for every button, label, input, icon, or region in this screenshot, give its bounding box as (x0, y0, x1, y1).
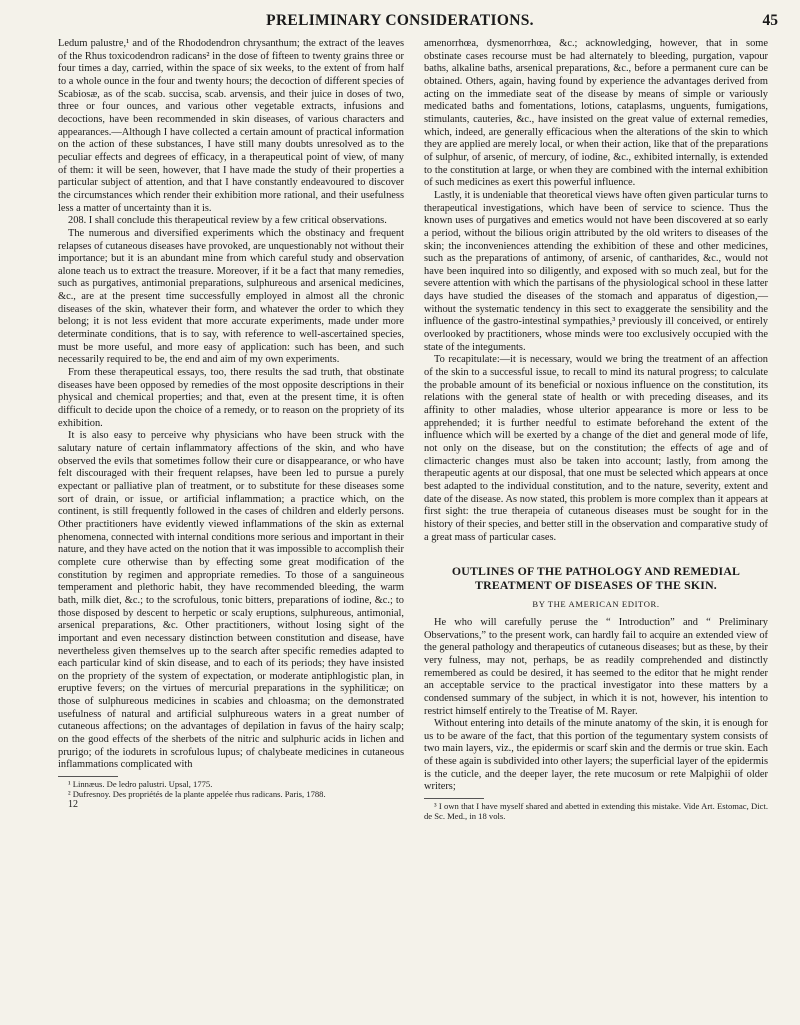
paragraph: It is also easy to perceive why physicians who have been struck with the salutary nature of certain inflammatory affections of the skin, and who have observed the evils that sometimes follow their cure or disappearance, or who have felt discouraged with their frequent relapses, have been led to pursue a purely expectant or palliative plan of treatment, or to substitute for these diseases some sort of drain, or issue, or artificial inflammation; a practice which, on the continent, is still frequently followed in the cases of children and elderly persons. Other practitioners have evidently viewed inflammations of the skin as external phenomena, connected with internal conditions more serious and important in their nature, and they have acted on the notion that it was impossible to accomplish their complete cure otherwise than by effecting some great modification of the constitution by regimen and appropriate remedies. To those of a sanguineous temperament and plethoric habit, they have recommended bleeding, the warm bath, milk diet, &c.; to the scrofulous, tonic bitters, preparations of iodine, &c.; to those disposed by descent to herpetic or scaly eruptions, sulphureous, antimonial, arsenical preparations, &c. Other practitioners, without losing sight of the important and even necessary distinction between constitution and disease, have nevertheless given themselves up to the search after specific remedies adapted to each particular kind of skin disease, and to each of its periods; they have insisted on the propriety of the system of expectation, or moderate antiphlogistic plan, in eruptive fevers; on the virtues of mercurial preparations in the syphiliticæ; on those of sulphureous medicines in scabies and chloasma; on the demonstrated usefulness of natural and artificial sulphureous waters in a great number of cutaneous affections; on the advantages of depilation in favus of the hairy scalp; on the good effects of the sherbets of the nitric and sulphuric acids in lichen and prurigo; of the iodurets in scrofulous lupus; of chalybeate medicines in cutaneous inflammations complicated with (58, 430, 404, 771)
paragraph: amenorrhœa, dysmenorrhœa, &c.; acknowledging, however, that in some obstinate cases recourse must be had alternately to bleeding, purgation, vapour baths, alkaline baths, arsenical preparations, &c., before a permanent cure can be obtained. Others, again, having found by experience the advantages derived from acting on the immediate seat of the disease by means of simple or variously medicated baths and fomentations, lotions, cataplasms, unguents, fumigations, stimulants, cauteries, &c., have insisted on the great value of external remedies, which, indeed, are generally efficacious when the alterations of the skin to which they are applied are merely local, or when their action, like that of the preparations of sulphur, of arsenic, of mercury, of iodine, &c., exhibited internally, is extended to the constitution at large, or when they are combined with the internal exhibition of such medicines as exert this powerful influence. (424, 38, 768, 189)
paragraph: From these therapeutical essays, too, there results the sad truth, that obstinate diseases have been opposed by remedies of the most opposite descriptions in their physical and chemical properties; and that, even at the present time, it is often difficult to decide upon the choice of a remedy, or to reason on the propriety of its exhibition. (58, 367, 404, 429)
paragraph: Ledum palustre,¹ and of the Rhododendron chrysanthum; the extract of the leaves of the Rhus toxicodendron radicans² in the dose of fifteen to twenty grains three or four times a day, carried, within the space of six weeks, to the extent of from half to a whole ounce in the four and twenty hours; the decoction of different species of Scabiosæ, as of the scab. succisa, scab. arvensis, and their juice in doses of two, three or four ounces, and various other vegetable extracts, infusions and decoctions, have been recommended in skin diseases, of various characters and appearances.—Although I have collected a certain amount of practical information on the action of these substances, I have still many doubts unresolved as to the peculiar effects and degrees of efficacy, in a therapeutical point of view, of many of them: it will be seen, however, that I have made the study of their properties a particular subject of attention, and that I have constantly endeavoured to discover the circumstances which render their exhibition more rational, and their usefulness less a matter of uncertainty than it is. (58, 38, 404, 214)
footnote-rule (58, 776, 118, 777)
paragraph: He who will carefully peruse the “ Introduction” and “ Preliminary Observations,” to the present work, can hardly fail to acquire an extended view of the general pathology and therapeutics of cutaneous diseases; but as these, by their very fulness, may not, perhaps, be as readily comprehended and distinctly remembered as could be desired, it has seemed to the editor that he might render an acceptable service to the practical investigator into these matters by a condensed summary of the subject, in which it is not, however, his intention to restrict himself entirely to the Treatise of M. Rayer. (424, 616, 768, 717)
section-byline: BY THE AMERICAN EDITOR. (532, 599, 660, 610)
left-column (58, 38, 404, 812)
paragraph: To recapitulate:—it is necessary, would we bring the treatment of an affection of the skin to a successful issue, to recall to mind its natural progress; to calculate the probable amount of its beneficial or noxious influence on the constitution, its relations with the general state of health or with preceding diseases, and its affinity to other maladies, whose ulterior appearance is more or less to be apprehended; it is further needful to estimate beforehand the extent of the influence which will be exerted by a change of the diet and general mode of life, not only on the disease, but on the constitution; the effects of age and of climacteric changes must also be taken into account; lastly, from among the therapeutic agents at our disposal, that one must be selected which appears at once best adapted to the individual constitution, and to the nature, severity, extent and date of the disease. As now stated, this problem is more complex than it appears at first sight: the true therapeia of cutaneous diseases must be sought for in the history of their species, and better still in the observation and comparative study of a great mass of particular cases. (424, 354, 768, 543)
paragraph: Without entering into details of the minute anatomy of the skin, it is enough for us to be aware of the fact, that this portion of the tegumentary system consists of two main layers, viz., the epidermis or scarf skin and the dermis or true skin. Each of these again is subdivided into other layers; the superficial layer of the epidermis is the cuticle, and the deeper layer, the rete mucosum or rete Malpighii of older writers; (424, 718, 768, 793)
signature-mark: 12 (68, 799, 78, 811)
running-header: PRELIMINARY CONSIDERATIONS. (266, 12, 534, 29)
footnote-rule (424, 798, 484, 799)
footnote: ¹ Linnæus. De ledro palustri. Upsal, 1775. (68, 779, 213, 790)
paragraph: The numerous and diversified experiments which the obstinacy and frequent relapses of cutaneous diseases have provoked, are unquestionably not without their importance; but it is an abundant mine from which careful study and observation alone teach us to extract the treasure. Moreover, if it be a fact that many remedies, such as purgatives, antimonial preparations, sulphureous and arsenical medicines, &c., are at the present time successfully employed in almost all the chronic diseases of the skin, whatever their form, and whatever the order to which they belong; it is not less evident that more accurate experiments, made under more determinate conditions, that is to say, with reference to well-ascertained species, must be more useful, and more easy of application: such has been, and such necessarily required to be, the end and aim of my own experiments. (58, 227, 404, 366)
paragraph: Lastly, it is undeniable that theoretical views have often given particular turns to therapeutical investigations, which have been of service to science. Thus the known uses of purgatives and emetics would not have been discovered at so early a period, without the bilious origin attributed by the old writers to diseases of the skin; the inconveniences attending the exhibition of these and other medicines, such as the preparations of antimony, of arsenic, of cantharides, &c., would not have been inquired into so diligently, and exposed with so much zeal, but for the severe attention with which the partisans of the physiological school in these latter days have studied the diseases of the stomach and apparatus of digestion,—without the systematic tendency in this sect to exaggerate the sensibility and the influence of the gastro-intestinal sympathies,³ previously ill conceived, or entirely overlooked by practitioners, whose minds were too exclusively occupied with the state of the integuments. (424, 189, 768, 353)
paragraph: 208. I shall conclude this therapeutical review by a few critical observations. (68, 215, 387, 227)
footnote: ² Dufresnoy. Des propriétés de la plante appelée rhus radicans. Paris, 1788. (68, 789, 326, 800)
section-title: OUTLINES OF THE PATHOLOGY AND REMEDIAL TREATMENT OF DISEASES OF THE SKIN. (451, 564, 741, 593)
page-number: 45 (762, 12, 778, 29)
right-column (424, 38, 768, 822)
footnote: ³ I own that I have myself shared and abetted in extending this mistake. Vide Art. Estomac, Dict. de Sc. Med., in 18 vols. (424, 801, 768, 822)
